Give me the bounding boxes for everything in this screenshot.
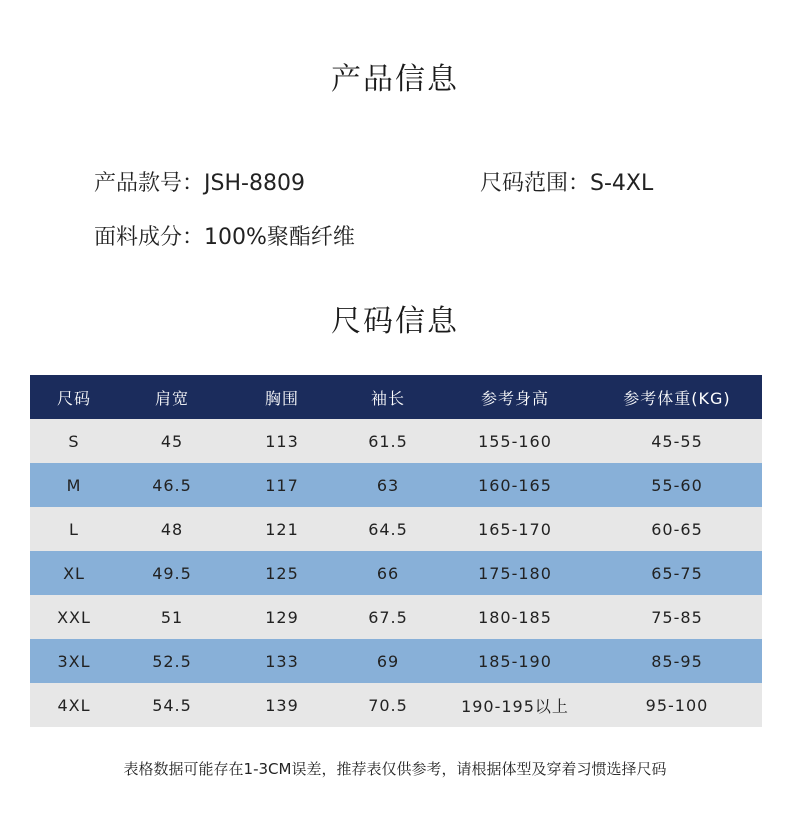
size-range-value: S-4XL	[590, 171, 654, 196]
cell-size: XXL	[30, 595, 118, 639]
cell-sleeve: 70.5	[338, 683, 438, 727]
table-row	[30, 551, 762, 595]
header-chest: 胸围	[226, 375, 338, 419]
cell-ref-height: 180-185	[438, 595, 592, 639]
cell-chest: 139	[226, 683, 338, 727]
cell-shoulder: 51	[118, 595, 226, 639]
cell-ref-height: 165-170	[438, 507, 592, 551]
cell-chest: 113	[226, 419, 338, 463]
size-chart-table	[30, 375, 762, 727]
cell-ref-weight: 85-95	[592, 639, 762, 683]
cell-chest: 129	[226, 595, 338, 639]
cell-shoulder: 46.5	[118, 463, 226, 507]
cell-sleeve: 63	[338, 463, 438, 507]
cell-sleeve: 67.5	[338, 595, 438, 639]
table-row	[30, 683, 762, 727]
cell-sleeve: 61.5	[338, 419, 438, 463]
table-row	[30, 419, 762, 463]
cell-ref-weight: 45-55	[592, 419, 762, 463]
cell-chest: 125	[226, 551, 338, 595]
cell-shoulder: 54.5	[118, 683, 226, 727]
cell-size: XL	[30, 551, 118, 595]
product-info-title: 产品信息	[331, 62, 459, 97]
cell-size: L	[30, 507, 118, 551]
cell-ref-height: 190-195以上	[438, 683, 592, 727]
cell-ref-weight: 65-75	[592, 551, 762, 595]
cell-ref-weight: 75-85	[592, 595, 762, 639]
header-shoulder: 肩宽	[118, 375, 226, 419]
cell-chest: 117	[226, 463, 338, 507]
cell-ref-weight: 95-100	[592, 683, 762, 727]
cell-sleeve: 66	[338, 551, 438, 595]
cell-shoulder: 52.5	[118, 639, 226, 683]
header-ref-height: 参考身高	[438, 375, 592, 419]
cell-shoulder: 45	[118, 419, 226, 463]
size-disclaimer-note: 表格数据可能存在1-3CM误差，推荐表仅供参考，请根据体型及穿着习惯选择尺码	[123, 760, 667, 778]
table-row	[30, 639, 762, 683]
size-range-label: 尺码范围：	[480, 171, 591, 196]
cell-size: S	[30, 419, 118, 463]
cell-ref-height: 160-165	[438, 463, 592, 507]
fabric-label: 面料成分：	[94, 225, 205, 250]
fabric-value: 100%聚酯纤维	[204, 225, 355, 250]
cell-ref-weight: 60-65	[592, 507, 762, 551]
cell-ref-height: 155-160	[438, 419, 592, 463]
table-row	[30, 507, 762, 551]
table-row	[30, 463, 762, 507]
header-ref-weight: 参考体重(KG)	[592, 375, 762, 419]
cell-chest: 133	[226, 639, 338, 683]
size-info-title: 尺码信息	[331, 304, 459, 339]
header-size: 尺码	[30, 375, 118, 419]
size-range-line	[480, 166, 653, 197]
size-chart-header-row	[30, 375, 762, 419]
header-sleeve: 袖长	[338, 375, 438, 419]
cell-size: 4XL	[30, 683, 118, 727]
cell-sleeve: 69	[338, 639, 438, 683]
cell-ref-weight: 55-60	[592, 463, 762, 507]
cell-shoulder: 49.5	[118, 551, 226, 595]
model-number-line	[94, 166, 305, 197]
cell-sleeve: 64.5	[338, 507, 438, 551]
cell-ref-height: 175-180	[438, 551, 592, 595]
model-number-value: JSH-8809	[204, 171, 305, 196]
table-row	[30, 595, 762, 639]
cell-shoulder: 48	[118, 507, 226, 551]
fabric-line	[94, 220, 355, 251]
cell-size: 3XL	[30, 639, 118, 683]
model-number-label: 产品款号：	[94, 171, 205, 196]
cell-chest: 121	[226, 507, 338, 551]
cell-size: M	[30, 463, 118, 507]
cell-ref-height: 185-190	[438, 639, 592, 683]
